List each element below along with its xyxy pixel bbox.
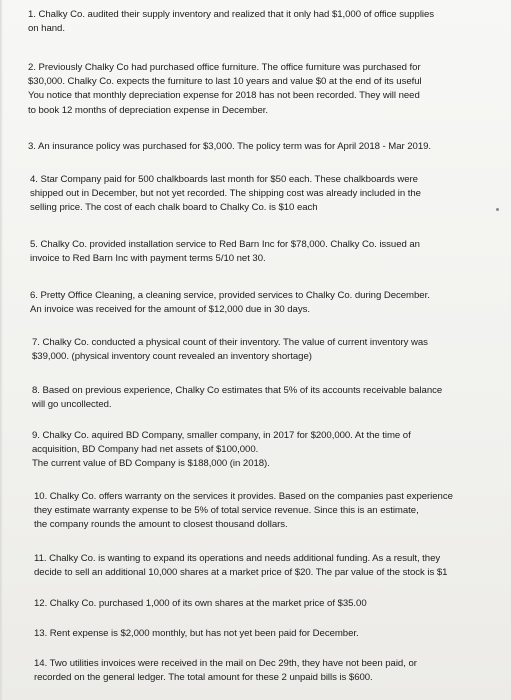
item-1-line-2: on hand. [28, 23, 65, 35]
item-10-line-1: 10. Chalky Co. offers warranty on the services it provides. Based on the companies past experience [34, 491, 453, 502]
item-3-line-1: 3. An insurance policy was purchased for $3,000. The policy term was for April 2018 - Mar 2019. [28, 141, 432, 152]
list-item-8 [32, 384, 442, 412]
item-7-line-2: $39,000. (physical inventory count revealed an inventory shortage) [32, 351, 312, 363]
item-2-line-3: You notice that monthly depreciation expense for 2018 has not been recorded. They will need [28, 90, 420, 102]
item-8-line-2: will go uncollected. [32, 399, 112, 411]
item-2-line-4: to book 12 months of depreciation expense in December. [28, 104, 268, 116]
list-item-6 [30, 289, 430, 317]
item-8-line-1: 8. Based on previous experience, Chalky Co estimates that 5% of its accounts receivable balance [32, 385, 443, 396]
item-9-line-2: acquisition, BD Company had net assets of $100,000. [32, 444, 259, 456]
page-edge-shadow [0, 0, 3, 700]
item-4-line-3: selling price. The cost of each chalk board to Chalky Co. is $10 each [30, 202, 318, 214]
list-item-10 [34, 490, 453, 533]
list-item-4 [30, 173, 421, 216]
item-10-line-2: they estimate warranty expense to be 5% of total service revenue. Since this is an estimate, [34, 505, 419, 517]
list-item-12 [34, 597, 367, 611]
item-9-line-1: 9. Chalky Co. aquired BD Company, smaller company, in 2017 for $200,000. At the time of [32, 430, 411, 441]
item-12-line-1: 12. Chalky Co. purchased 1,000 of its own shares at the market price of $35.00 [34, 598, 367, 609]
item-14-line-2: recorded on the general ledger. The total amount for these 2 unpaid bills is $600. [34, 672, 373, 684]
list-item-13 [34, 627, 359, 641]
item-5-line-2: invoice to Red Barn Inc with payment terms 5/10 net 30. [30, 253, 266, 265]
list-item-14 [34, 657, 417, 685]
item-6-line-2: An invoice was received for the amount of $12,000 due in 30 days. [30, 304, 310, 316]
list-item-9 [32, 429, 411, 472]
item-4-line-2: shipped out in December, but not yet recorded. The shipping cost was already included in the [30, 188, 421, 200]
item-6-line-1: 6. Pretty Office Cleaning, a cleaning service, provided services to Chalky Co. during December. [30, 290, 430, 301]
list-item-5 [30, 238, 420, 266]
item-2-line-1: 2. Previously Chalky Co had purchased office furniture. The office furniture was purchased for [28, 62, 421, 73]
item-7-line-1: 7. Chalky Co. conducted a physical count of their inventory. The value of current inventory was [32, 337, 428, 348]
item-2-line-2: $30,000. Chalky Co. expects the furniture to last 10 years and value $0 at the end of its useful [28, 76, 422, 88]
item-13-line-1: 13. Rent expense is $2,000 monthly, but has not yet been paid for December. [34, 628, 359, 639]
item-11-line-1: 11. Chalky Co. is wanting to expand its operations and needs additional funding. As a result, they [34, 553, 441, 564]
item-5-line-1: 5. Chalky Co. provided installation service to Red Barn Inc for $78,000. Chalky Co. issued an [30, 239, 420, 250]
item-1-line-1: 1. Chalky Co. audited their supply inventory and realized that it only had $1,000 of office supplies [28, 9, 435, 20]
list-item-1 [28, 8, 434, 36]
stray-mark [496, 208, 499, 211]
item-11-line-2: decide to sell an additional 10,000 shares at a market price of $20. The par value of the stock is $1 [34, 567, 448, 579]
list-item-3 [28, 140, 431, 154]
list-item-11 [34, 552, 447, 580]
item-9-line-3: The current value of BD Company is $188,000 (in 2018). [32, 458, 270, 470]
list-item-2 [28, 61, 422, 118]
item-14-line-1: 14. Two utilities invoices were received in the mail on Dec 29th, they have not been paid, or [34, 658, 417, 669]
item-4-line-1: 4. Star Company paid for 500 chalkboards last month for $50 each. These chalkboards were [30, 174, 418, 185]
list-item-7 [32, 336, 428, 364]
item-10-line-3: the company rounds the amount to closest thousand dollars. [34, 519, 288, 531]
